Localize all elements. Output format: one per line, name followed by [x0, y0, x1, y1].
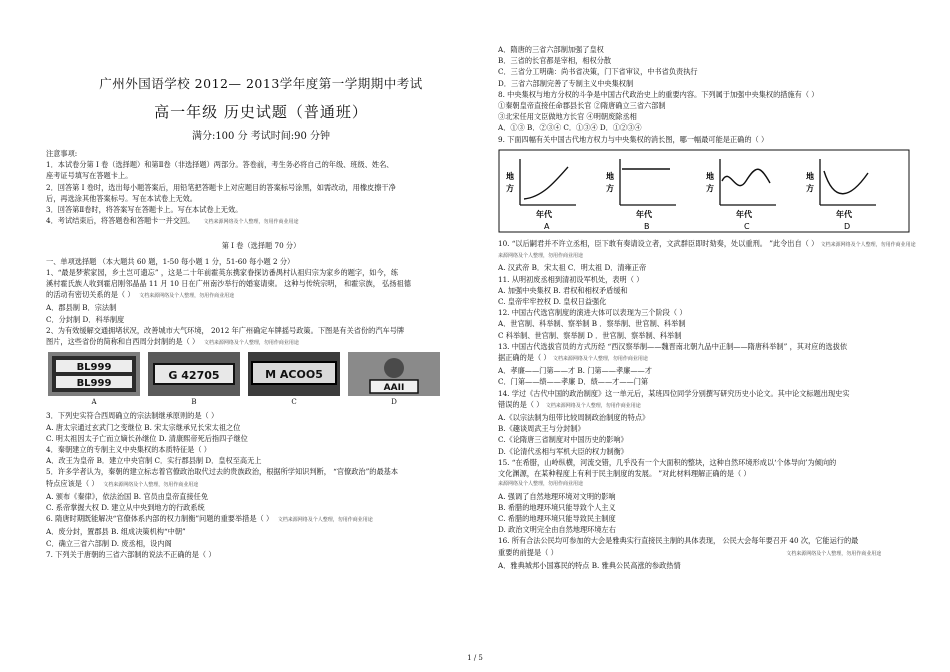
question-line: D.《论清代丞相与军机大臣的权力制衡》 — [498, 446, 628, 456]
panel-option-b: B — [644, 221, 650, 231]
question-line: 15. “在希腊，山岭纵横，河流交错，几乎没有一个大面积的整块，这种自然环境形成以‘个体导向’为倾向的 — [498, 457, 837, 467]
panel-ylabel-2: 方 — [706, 183, 714, 193]
question-line: ③北宋任用文臣做地方长官 ④明朝废除丞相 — [498, 112, 637, 122]
question-line: A. 颁布《秦律》，依法治国 B. 官员由皇帝直接任免 — [46, 491, 209, 501]
question-line: B. 希腊的地理环境只能导致个人主义 — [498, 502, 616, 512]
question-line: C.《论隋唐三省制度对中国历史的影响》 — [498, 435, 628, 445]
question-line: A. 加强中央集权 B. 君权和相权矛盾缓和 — [498, 285, 628, 295]
plate-d-text: AAII — [383, 383, 405, 394]
plate-label-b: B — [191, 398, 197, 407]
question-line: A．世官制、科举制、察举制 B ．察举制、世官制、科举制 — [498, 319, 686, 329]
license-plate-photos — [48, 352, 476, 396]
question-line: C．门第——绩——孝廉 D．绩——才——门第 — [498, 377, 649, 387]
question-line: C. 希腊的地理环境只能导致民主制度 — [498, 513, 616, 523]
plate-photo-c — [248, 352, 340, 396]
panel-xlabel: 年代 — [636, 209, 652, 219]
plate-photo-d — [348, 352, 440, 396]
question-line: 2、为有效缓解交通拥堵状况，改善城市大气环境， 2012 年广州确定车牌摇号政策。下图是有关省份的汽车号牌 — [46, 325, 405, 335]
plate-b-text: G 42705 — [168, 369, 220, 383]
plate-labels — [48, 397, 476, 408]
question-line: A．雅典城邦小国寡民的特点 B. 雅典公民高涨的参政热情 — [498, 560, 681, 570]
left-column — [46, 0, 476, 560]
question-line: 8. 中央集权与地方分权的斗争是中国古代政治史上的重要内容。下列属于加强中央集权的措施有（ ） — [498, 89, 819, 99]
panel-ylabel: 地 — [706, 171, 714, 181]
question-line: C. 明太祖因太子亡而立嫡长孙继位 D. 清康熙帝死后指四子继位 — [46, 433, 248, 443]
question-line: A. 汉武帝 B．宋太祖 C．明太祖 D．清雍正帝 — [498, 263, 647, 273]
question-line: A. 唐太宗通过玄武门之变继位 B. 宋太宗继承兄长宋太祖之位 — [46, 422, 241, 432]
question-line: C. 系帝掌握大权 D. 建立从中央到地方的行政系统 — [46, 503, 205, 513]
plate-label-c: C — [291, 398, 297, 407]
panel-xlabel: 年代 — [536, 209, 552, 219]
questions-3-7 — [46, 410, 476, 560]
question-line: D. 政治文明完全由自然地理环境左右 — [498, 525, 616, 535]
section-title: 第 I 卷（选择题 70 分） — [221, 241, 301, 251]
question-line: A．郡县制 B．宗法制 — [46, 303, 117, 313]
page-number: 1 / 5 — [467, 654, 483, 662]
questions-7-9 — [498, 44, 918, 145]
question-line: 溪村霍氏族人收到霍启刚邻晶晶 11 月 10 日在广州南沙举行的婚宴请柬。 这种与传统宗明， 和霍宗族， 弘扬祖德 — [46, 279, 411, 289]
question-line: C. 皇帝牢牢控权 D. 皇权日益强化 — [498, 297, 607, 307]
question-line: 14. 学过《古代中国的政治制度》这一单元后，某班四位同学分别撰写研究历史小论文。其中论文标题出现史实 — [498, 388, 850, 398]
section-intro: 一、单项选择题 （本大题共 60 题，1-50 每小题 1 分，51-60 每小题 2 分） — [46, 256, 295, 266]
panel-xlabel: 年代 — [836, 209, 852, 219]
question-line: 5．许多学者认为，秦朝的建立标志着官僚政治取代过去的贵族政治，根据所学知识判断， “官僚政治”的最基本 — [46, 467, 399, 477]
question-line: 特点应该是（ ） 文档来源网络及个人整理，勿用作商业用途 — [46, 478, 199, 488]
watermark-note: 来源网络及个人整理，勿用作商业用途 — [498, 481, 584, 488]
panel-option-a: A — [544, 221, 550, 231]
question-line: A．①③ B．②③④ C．①③④ D．①②③④ — [498, 123, 642, 133]
question-line: 11. 从明初废丞相到清初设军机处，表明（ ） — [498, 274, 644, 284]
question-line: B．三省的长官都是宰相，相权分散 — [498, 56, 612, 66]
panel-ylabel-2: 方 — [806, 183, 814, 193]
question-line: C．确立三省六部制 D. 废丞相，设内阁 — [46, 538, 172, 548]
question-line: 3．下列史实符合西周确立的宗法制继承原则的是（ ） — [46, 411, 219, 421]
question-line: A．孝廉——门第——才 B. 门第——孝廉——才 — [498, 366, 652, 376]
plate-photo-a — [48, 352, 140, 396]
question-line: 12. 中国古代选官制度的演进大体可以表现为三个阶段（ ） — [498, 308, 687, 318]
question-line: C 科举制、世官制、察举制 D ．世官制、察举制、科举制 — [498, 330, 682, 340]
note-line: 座考证号填写在答题卡上。 — [46, 171, 133, 181]
questions-1-2 — [46, 267, 476, 349]
question-line: ①秦朝皇帝直接任命郡县长官 ②隋唐确立三省六部制 — [498, 101, 666, 111]
question-line: 13. 中国古代选拔官员的方式历经 “西汉察举制——魏晋南北朝九品中正制——隋唐科举制” ，其对应的选拔依 — [498, 341, 848, 351]
note-line: 2．回答第 I 卷时，选出每小题答案后，用铅笔把答题卡上对应题目的答案标号涂黑，如需改动，用橡皮擦干净 — [46, 182, 396, 192]
exam-subtitle: 高一年级 历史试题（普通班） — [154, 103, 368, 121]
question-line: A.《以宗法制为纽带比较周制政治制度的特点》 — [498, 413, 650, 423]
watermark-note: 来源网络及个人整理，勿用作商业用途 — [498, 253, 584, 260]
question-line: 9. 下面四幅有关中国古代地方权力与中央集权的消长图，哪一幅最可能是正确的（ ） — [498, 134, 769, 144]
question-line: 错误的是（ ） 文档来源网络及个人整理，勿用作商业用途 — [498, 399, 641, 409]
watermark-note: 文档来源网络及个人整理，勿用作商业用途 — [203, 219, 299, 226]
plate-label-a: A — [91, 398, 97, 407]
question-line: B.《趣谈周武王与分封制》 — [498, 424, 585, 434]
note-line: 后，再选涂其他答案标号。写在本试卷上无效。 — [46, 193, 197, 203]
power-trend-figure — [498, 149, 910, 233]
question-line: A. 强调了自然地理环境对文明的影响 — [498, 491, 616, 501]
question-line: C．分封制 D．科举制度 — [46, 314, 125, 324]
panel-option-d: D — [844, 221, 851, 231]
panel-option-c: C — [744, 221, 750, 231]
question-line: 的活动有密切关系的是（ ） 文档来源网络及个人整理，勿用作商业用途 — [46, 290, 235, 300]
panel-ylabel-2: 方 — [506, 183, 514, 193]
panel-ylabel: 地 — [506, 171, 514, 181]
note-line: 注意事项: — [46, 149, 78, 158]
panel-ylabel-2: 方 — [606, 183, 614, 193]
exam-title: 广州外国语学校 2012— 2013学年度第一学期期中考试 — [99, 76, 423, 91]
question-line: 10. “以后嗣君并不许立丞相，臣下敢有奏请设立者，文武群臣即时劾奏，处以重刑。 ”此令出自（ ） 文档来源网络及个人整理，勿用作商业用途 — [498, 239, 916, 249]
plate-a-text-2: BL999 — [76, 378, 112, 390]
note-line: 3．回答第Ⅱ卷时，将答案写在答题卡上。写在本试卷上无效。 — [46, 205, 243, 215]
question-line: 6. 隋唐时期既能解决“官僚体系内部的权力制衡”问题的重要举措是（ ） 文档来源网络及个人整理，勿用作商业用途 — [46, 514, 373, 524]
question-line: C．三省分工明确：尚书省决策，门下省审议，中书省负责执行 — [498, 67, 698, 77]
plate-a-text: BL999 — [76, 362, 112, 374]
score-time-line: 满分:100 分 考试时间:90 分钟 — [191, 131, 331, 142]
question-line: 7. 下列关于唐朝的三省六部制的说法不正确的是（ ） — [46, 549, 216, 559]
question-line: 1、“最是梦萦家园，乡土岂可遗忘” ，这是二十年前霍英东携家眷探访番禺村认祖归宗为家乡的题字，如今，练 — [46, 267, 399, 277]
question-line: 4．秦朝建立的专制主义中央集权的本质特征是（ ） — [46, 445, 211, 455]
panel-ylabel: 地 — [606, 171, 614, 181]
plate-c-text: M ACOO5 — [265, 368, 323, 382]
question-line: 文化渊源，在某种程度上有利于民主制度的发展。 ”对此材料理解正确的是（ ） — [498, 469, 751, 479]
question-line: 重要的前提是（ ） 文档来源网络及个人整理，勿用作商业用途 — [498, 547, 882, 557]
questions-10-16 — [498, 238, 918, 571]
notes-block — [46, 148, 476, 228]
note-line: 4．考试结束后，将答题卷和答题卡一并交回。 文档来源网络及个人整理，勿用作商业用途 — [46, 216, 299, 226]
question-line: 16. 所有合法公民均可参加的大会是雅典实行直接民主制的具体表现， 公民大会每年要召开 40 次，它能运行的最 — [498, 536, 859, 546]
note-line: 1．本试卷分第 I 卷（选择题）和第Ⅱ卷（非选择题）两部分。答卷前，考生务必将自己的年级、班级、姓名、 — [46, 160, 394, 170]
panel-ylabel: 地 — [806, 171, 814, 181]
plate-label-d: D — [391, 398, 397, 407]
right-column — [498, 0, 918, 571]
plate-photo-b — [148, 352, 240, 396]
question-line: 图片，这些省份的简称和自西周分封制的是（ ） 文档来源网络及个人整理，勿用作商业用途 — [46, 337, 299, 347]
panel-xlabel: 年代 — [736, 209, 752, 219]
question-line: 据正确的是（ ） 文档来源网络及个人整理，勿用作商业用途 — [498, 353, 648, 363]
question-line: A．改王为皇帝 B．建立中央官制 C．实行郡县制 D．皇权至高无上 — [46, 456, 262, 466]
question-line: A．隋唐的三省六部制加强了皇权 — [498, 45, 604, 54]
question-line: D．三省六部制完善了专制主义中央集权制 — [498, 78, 634, 88]
question-line: A．废分封，置郡县 B. 组成决策机构“中朝” — [46, 527, 186, 537]
